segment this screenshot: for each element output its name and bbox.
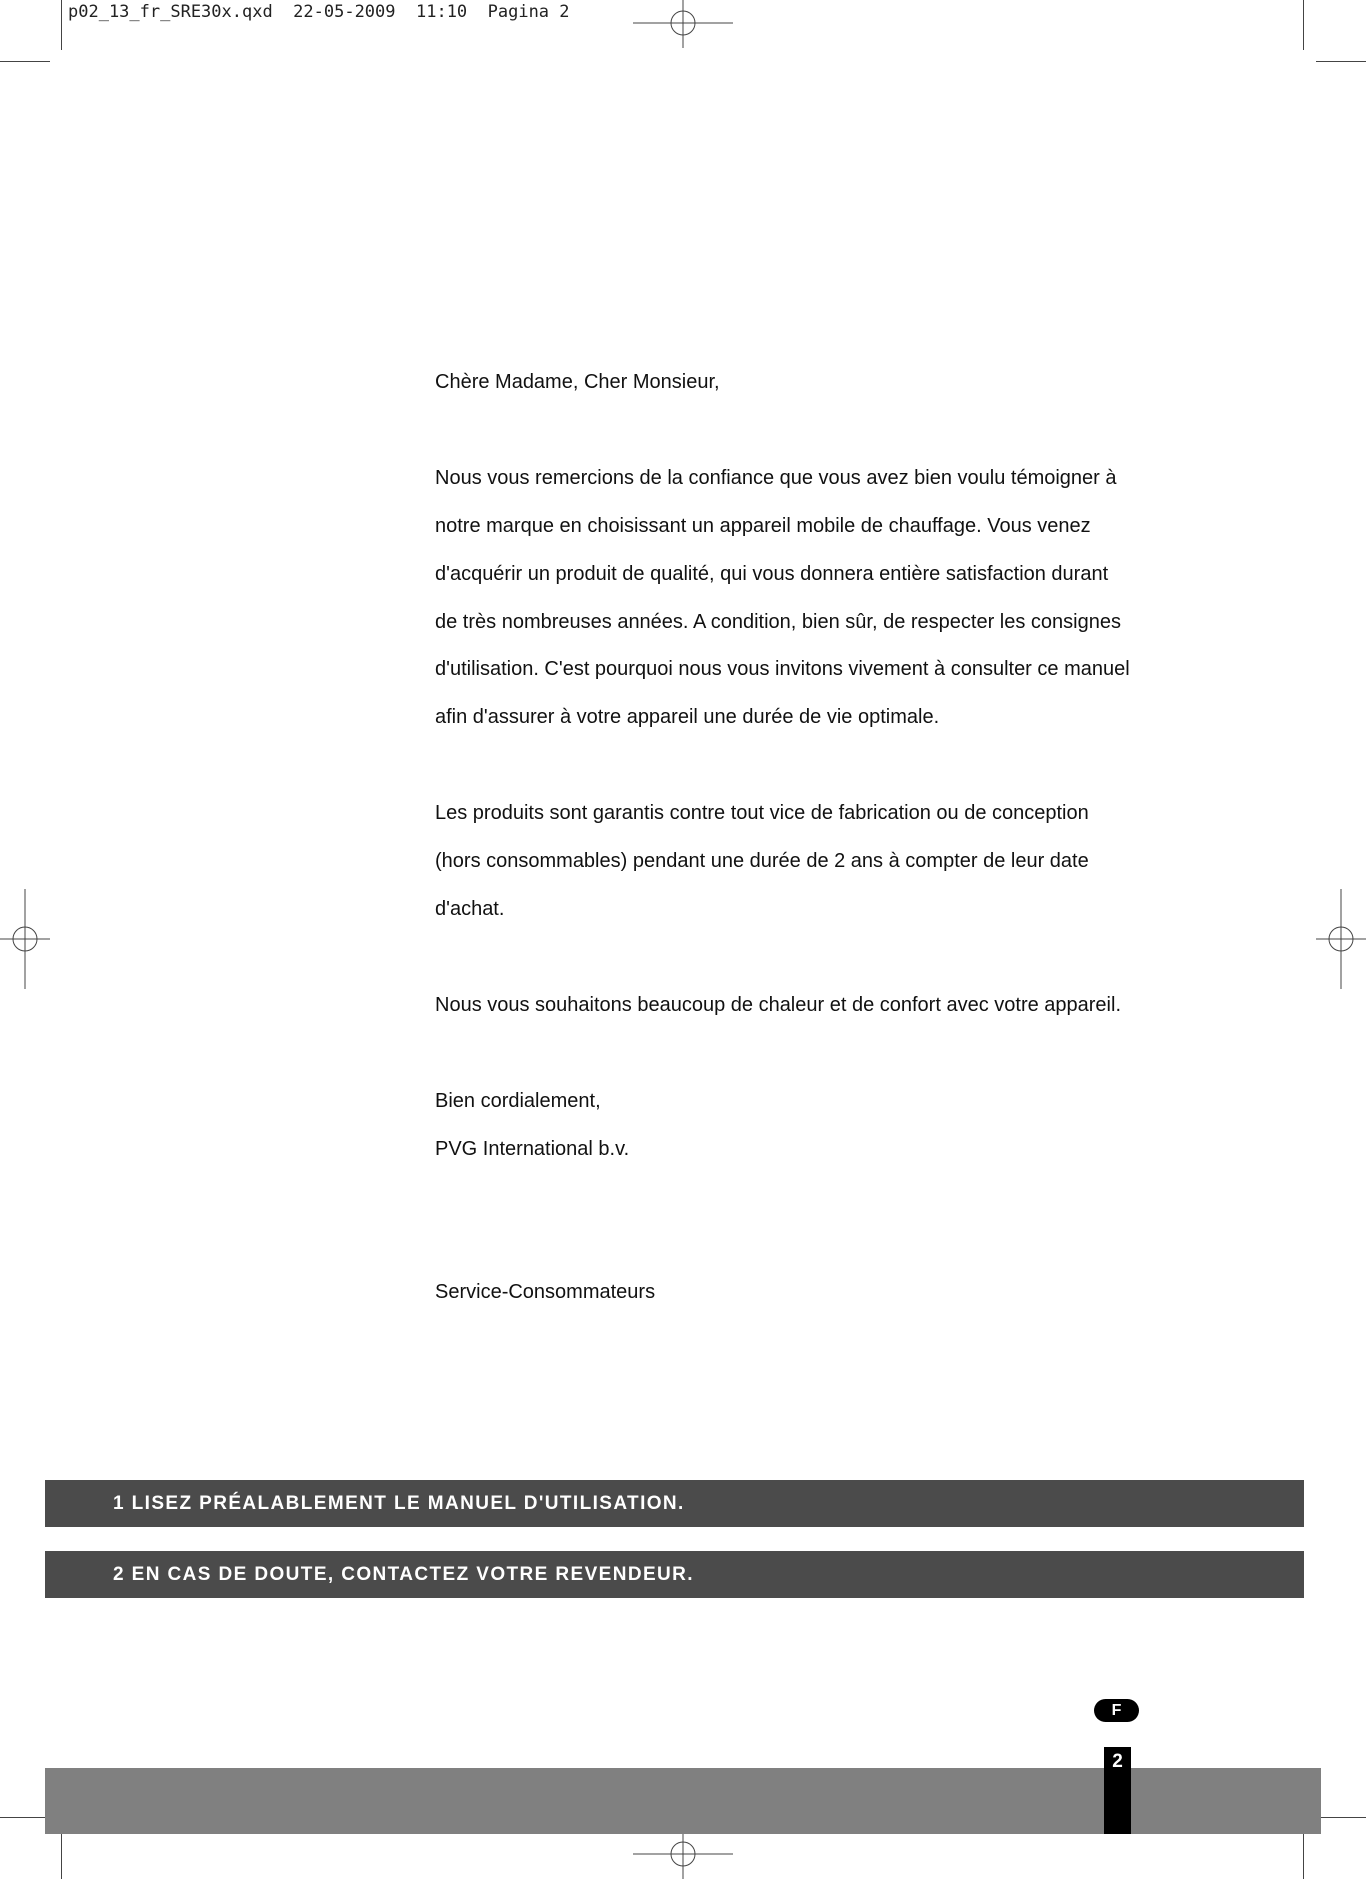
registration-mark-right-icon [1314, 888, 1366, 990]
crop-mark-bottom-right-h [1316, 1817, 1366, 1818]
registration-mark-left-icon [0, 888, 52, 990]
paragraph-1-line-5: d'utilisation. C'est pourquoi nous vous invitons vivement à consulter ce manuel [435, 658, 1130, 680]
crop-mark-top-left-h [0, 61, 50, 62]
crop-mark-top-right-h [1316, 61, 1366, 62]
paragraph-3: Nous vous souhaitons beaucoup de chaleur et de confort avec votre appareil. [435, 994, 1121, 1016]
paragraph-1-line-3: d'acquérir un produit de qualité, qui vous donnera entière satisfaction durant [435, 563, 1109, 585]
closing: Bien cordialement, [435, 1090, 601, 1112]
paragraph-2-line-3: d'achat. [435, 898, 505, 920]
page-number: 2 [1104, 1747, 1131, 1834]
paragraph-2-line-1: Les produits sont garantis contre tout vice de fabrication ou de conception [435, 802, 1089, 824]
notice-bar-2: 2 EN CAS DE DOUTE, CONTACTEZ VOTRE REVENDEUR. [45, 1551, 1304, 1598]
crop-mark-bottom-right-v [1303, 1829, 1304, 1879]
notice-bar-1: 1 LISEZ PRÉALABLEMENT LE MANUEL D'UTILISATION. [45, 1480, 1304, 1527]
department: Service-Consommateurs [435, 1281, 656, 1303]
crop-mark-top-right-v [1303, 0, 1304, 50]
registration-mark-bottom-icon [632, 1832, 734, 1879]
crop-mark-top-left-v [61, 0, 62, 50]
paragraph-2-line-2: (hors consommables) pendant une durée de 2 ans à compter de leur date [435, 850, 1089, 872]
salutation: Chère Madame, Cher Monsieur, [435, 371, 720, 393]
company-name: PVG International b.v. [435, 1138, 630, 1160]
crop-mark-bottom-left-h [0, 1817, 50, 1818]
crop-mark-bottom-left-v [61, 1829, 62, 1879]
print-slug: p02_13_fr_SRE30x.qxd 22-05-2009 11:10 Pagina 2 [68, 2, 570, 22]
paragraph-1-line-6: afin d'assurer à votre appareil une durée de vie optimale. [435, 706, 940, 728]
paragraph-1-line-2: notre marque en choisissant un appareil mobile de chauffage. Vous venez [435, 515, 1091, 537]
registration-mark-top-icon [632, 0, 734, 48]
paragraph-1-line-4: de très nombreuses années. A condition, bien sûr, de respecter les consignes [435, 611, 1121, 633]
language-badge: F [1094, 1699, 1139, 1722]
paragraph-1-line-1: Nous vous remercions de la confiance que vous avez bien voulu témoigner à [435, 467, 1117, 489]
